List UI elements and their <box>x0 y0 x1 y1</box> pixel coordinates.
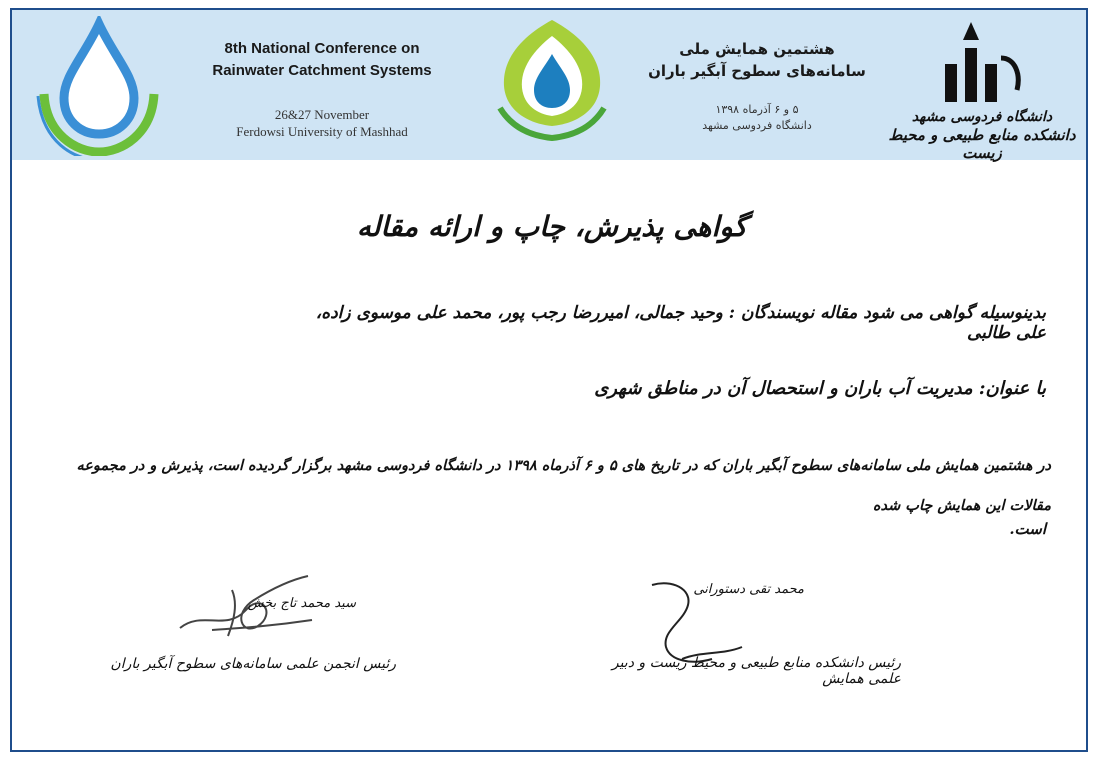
header-banner <box>12 10 1086 160</box>
university-logo <box>937 18 1027 106</box>
university-name: دانشگاه فردوسی مشهد <box>911 109 1053 125</box>
conference-emblem-logo <box>482 16 622 156</box>
persian-title-line2: سامانه‌های سطوح آبگیر باران <box>648 62 866 80</box>
persian-date-venue <box>652 102 862 134</box>
left-signer-role: رئیس انجمن علمی سامانه‌های سطوح آبگیر باران <box>110 656 396 672</box>
persian-venue: دانشگاه فردوسی مشهد <box>702 119 812 132</box>
english-title-line2: Rainwater Catchment Systems <box>212 62 432 79</box>
english-date: 26&27 November <box>274 107 370 122</box>
right-signer-role: رئیس دانشکده منابع طبیعی و محیط زیست و دبیر علمی همایش <box>611 655 901 687</box>
persian-conference-title <box>632 38 882 82</box>
closing-text: است. <box>1009 520 1046 538</box>
left-signer-name: سید محمد تاج بخش <box>247 596 356 611</box>
english-conference-title <box>182 38 462 82</box>
persian-title-line1: هشتمین همایش ملی <box>679 40 835 58</box>
english-venue: Ferdowsi University of Mashhad <box>236 124 408 139</box>
faculty-name: دانشکده منابع طبیعی و محیط زیست <box>888 126 1076 162</box>
persian-date: ۵ و ۶ آذرماه ۱۳۹۸ <box>715 103 799 116</box>
right-signer-name: محمد تقی دستورانی <box>693 582 804 597</box>
authors-line: بدینوسیله گواهی می شود مقاله نویسندگان : وحید جمالی، امیررضا رجب پور، محمد علی موسوی زاده، علی طالبی <box>315 303 1046 343</box>
english-title-line1: 8th National Conference on <box>224 40 420 57</box>
certificate-frame <box>10 8 1088 752</box>
paper-title-line: با عنوان: مدیریت آب باران و استحصال آن در مناطق شهری <box>594 378 1046 399</box>
english-date-venue <box>182 106 462 140</box>
certificate-title: گواهی پذیرش، چاپ و ارائه مقاله <box>356 210 748 243</box>
body-text: در هشتمین همایش ملی سامانه‌های سطوح آبگیر باران که در تاریخ های ۵ و ۶ آذرماه ۱۳۹۸ در دانشگاه فردوسی مشهد برگزار گردیده است، پذیرش و در مجموعه مقالات این همایش چاپ شده <box>76 457 1051 514</box>
rainwater-association-logo <box>24 16 174 156</box>
